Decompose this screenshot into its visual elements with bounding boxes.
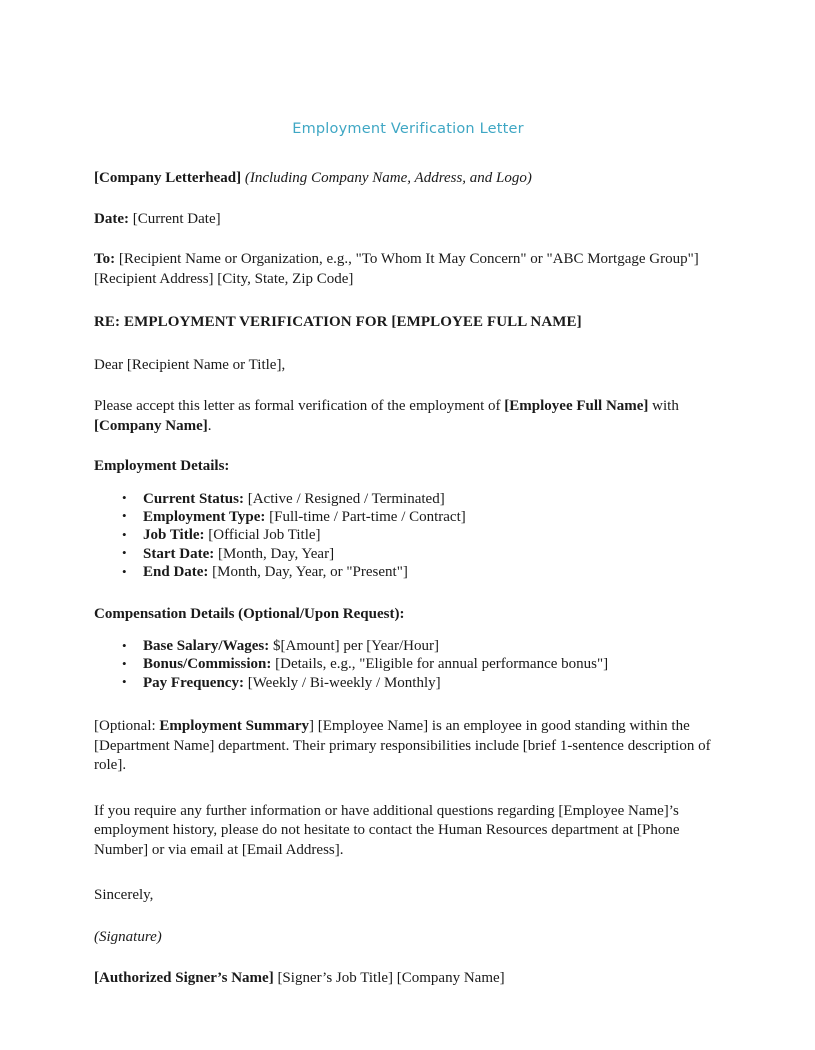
to-value: [Recipient Name or Organization, e.g., "To Whom It May Concern" or "ABC Mortgage Group"] [Recipient Address] [City, State, Zip Code]: [94, 251, 699, 287]
salutation: Dear [Recipient Name or Title],: [94, 356, 286, 373]
signer-name: [Authorized Signer’s Name]: [94, 970, 274, 987]
signature-placeholder: (Signature): [94, 928, 162, 945]
to-label: To:: [94, 251, 116, 267]
contact-paragraph: If you require any further information or have additional questions regarding [Employee Name]’s employment history, please do not hesitate to contact the Human Resources department at [Phone Number] or via email at [Email Address].: [94, 802, 680, 858]
signer-company: [Company Name]: [396, 970, 505, 987]
signer-title: [Signer’s Job Title]: [277, 970, 394, 987]
summary-suffix: ] [Employee Name] is an employee in good standing within the [Department Name] department. Their primary responsibilities include [brief 1-sentence description of role].: [94, 718, 711, 774]
letterhead-label: [Company Letterhead]: [94, 170, 242, 186]
page-title: Employment Verification Letter: [292, 121, 524, 137]
list-item-value: [Official Job Title]: [208, 527, 321, 544]
letterhead-note: (Including Company Name, Address, and Logo): [244, 170, 532, 186]
list-item-value: [Month, Day, Year, or "Present"]: [212, 564, 408, 581]
date-label: Date:: [94, 210, 129, 227]
list-item-label: End Date:: [143, 564, 209, 581]
list-item-label: Job Title:: [143, 527, 205, 544]
list-item: [94, 508, 722, 526]
list-item-value: [Full-time / Part-time / Contract]: [269, 508, 466, 525]
signer-block: [94, 947, 722, 989]
list-item: [94, 526, 722, 544]
letterhead-line: [94, 138, 722, 189]
compensation-details-heading: [94, 582, 722, 625]
summary-prefix: [Optional:: [94, 718, 160, 735]
intro-paragraph: [94, 375, 722, 436]
closing-sincerely: Sincerely,: [94, 887, 154, 904]
subject-heading: RE: EMPLOYMENT VERIFICATION FOR [EMPLOYEE FULL NAME]: [94, 314, 582, 330]
list-item: [94, 545, 722, 563]
list-item: [94, 637, 722, 655]
employment-details-heading-text: Employment Details:: [94, 458, 230, 474]
list-item: [94, 490, 722, 508]
list-item-value: [Month, Day, Year]: [217, 545, 335, 562]
intro-part3: .: [207, 417, 212, 434]
list-item-value: [Active / Resigned / Terminated]: [247, 490, 445, 507]
intro-employee-placeholder: [Employee Full Name]: [504, 398, 649, 414]
list-item: [94, 674, 722, 692]
intro-company-placeholder: [Company Name]: [94, 417, 208, 434]
intro-part2: with: [648, 398, 679, 414]
list-item-label: Current Status:: [143, 490, 244, 507]
employment-details-list: [94, 477, 722, 582]
date-value: [Current Date]: [132, 210, 221, 227]
summary-paragraph: [94, 692, 722, 776]
compensation-details-list: [94, 624, 722, 692]
document-body: [94, 0, 722, 989]
intro-part1: Please accept this letter as formal verification of the employment of: [94, 398, 505, 414]
list-item-label: Pay Frequency:: [143, 674, 244, 691]
list-item-label: Bonus/Commission:: [143, 656, 272, 673]
date-line: [94, 189, 722, 230]
list-item-value: $[Amount] per [Year/Hour]: [273, 638, 439, 655]
list-item-label: Start Date:: [143, 545, 215, 562]
list-item-value: [Details, e.g., "Eligible for annual performance bonus"]: [275, 656, 609, 673]
employment-details-heading: [94, 436, 722, 477]
compensation-details-heading-text: Compensation Details (Optional/Upon Request):: [94, 605, 405, 622]
to-line: [94, 229, 722, 289]
list-item: [94, 655, 722, 673]
summary-bold-label: Employment Summary: [159, 718, 309, 735]
list-item: [94, 563, 722, 581]
list-item-label: Base Salary/Wages:: [143, 638, 270, 655]
list-item-value: [Weekly / Bi-weekly / Monthly]: [247, 674, 441, 691]
list-item-label: Employment Type:: [143, 508, 266, 525]
